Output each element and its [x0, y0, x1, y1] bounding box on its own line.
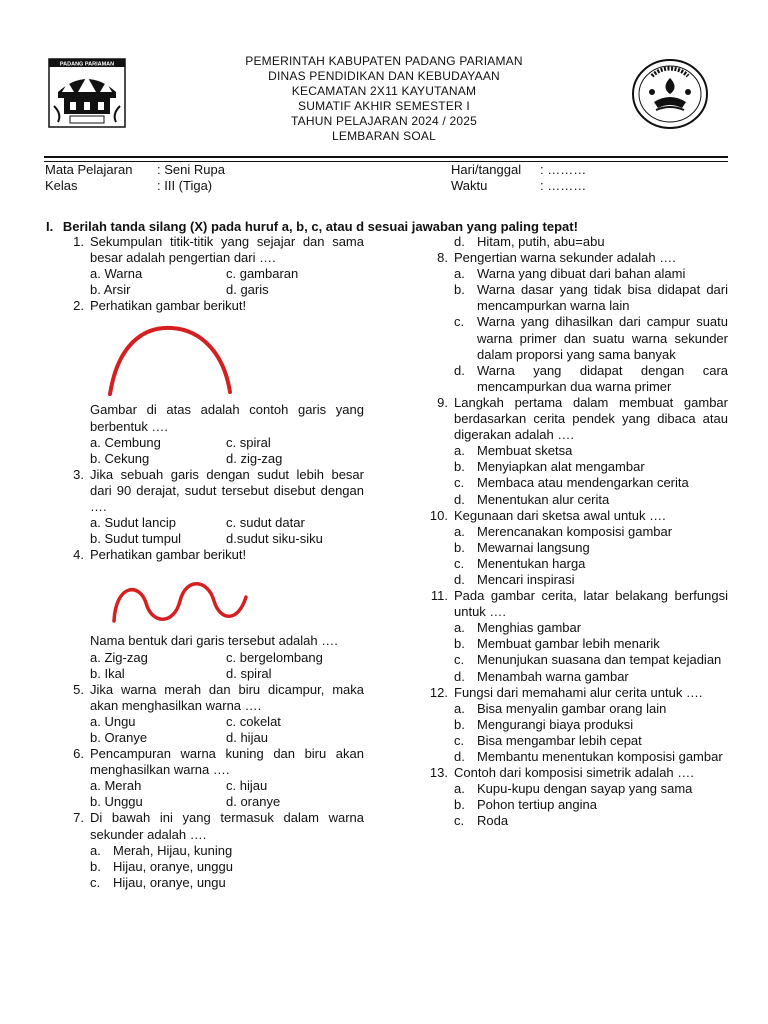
option-a: a. Warna — [90, 266, 143, 282]
option-c: c. Roda — [454, 813, 509, 829]
q-text: Pada gambar cerita, latar belakang berfungsi untuk …. — [454, 588, 728, 620]
left-column — [64, 234, 364, 891]
question-4 — [64, 547, 364, 563]
hari-label: Hari/tanggal — [451, 162, 522, 177]
q-number: 4. — [73, 547, 84, 563]
q-text: Di bawah ini yang termasuk dalam warna sekunder adalah …. — [90, 810, 364, 842]
option-a: a. Merah, Hijau, kuning — [90, 842, 233, 858]
q-number: 11. — [430, 588, 448, 604]
option-a: a. Menghias gambar — [454, 620, 582, 636]
q-number: 5. — [73, 681, 84, 697]
question-11 — [428, 588, 728, 620]
option-c: c. Menentukan harga — [454, 555, 586, 571]
option-a: a. Membuat sketsa — [454, 443, 573, 459]
question-5 — [64, 682, 364, 714]
option-a: a. Cembung — [90, 434, 161, 450]
q-number: 1. — [73, 234, 84, 249]
q-text: Langkah pertama dalam membuat gambar berdasarkan cerita pendek yang dibaca atau digerakan adalah …. — [454, 394, 728, 443]
question-12 — [428, 685, 728, 701]
header-line-1: PEMERINTAH KABUPATEN PADANG PARIAMAN — [245, 54, 523, 68]
header-line-2: DINAS PENDIDIKAN DAN KEBUDAYAAN — [268, 69, 500, 83]
option-b: b. Mengurangi biaya produksi — [454, 716, 634, 732]
option-c: c. bergelombang — [226, 649, 323, 665]
question-1 — [64, 234, 364, 266]
wavy-line-figure — [64, 563, 364, 633]
option-c: c. Menunjukan suasana dan tempat kejadian — [454, 652, 722, 668]
option-c: c. Hijau, oranye, ungu — [90, 874, 226, 890]
option-a: a. Kupu-kupu dengan sayap yang sama — [454, 781, 693, 797]
option-c: c. spiral — [226, 434, 271, 450]
instruction — [46, 219, 578, 234]
option-d: d. Mencari inspirasi — [454, 571, 575, 587]
option-d: d. hijau — [226, 729, 268, 745]
question-6 — [64, 746, 364, 778]
convex-line-figure — [64, 314, 364, 402]
option-d: d. zig-zag — [226, 450, 283, 466]
q-text: Pengertian warna sekunder adalah …. — [454, 250, 676, 266]
q-number: 12. — [429, 684, 448, 700]
waktu-label: Waktu — [451, 178, 488, 193]
header-line-5: TAHUN PELAJARAN 2024 / 2025 — [291, 114, 477, 128]
q-number: 8. — [437, 250, 448, 266]
option-d: d. oranye — [226, 794, 281, 810]
instruction-text: Berilah tanda silang (X) pada huruf a, b, c, atau d sesuai jawaban yang paling tepat! — [62, 219, 578, 234]
option-d: d. Warna yang didapat dengan cara mencampurkan dua warna primer — [454, 362, 728, 394]
option-b: b. Oranye — [90, 729, 148, 745]
q-number: 6. — [73, 746, 84, 762]
option-b: b. Ikal — [90, 665, 125, 681]
option-c: c. sudut datar — [226, 515, 305, 531]
option-a: a. Zig-zag — [90, 649, 148, 665]
q-text: Perhatikan gambar berikut! — [90, 298, 247, 314]
option-a: a. Ungu — [90, 713, 136, 729]
mapel-label: Mata Pelajaran — [45, 162, 133, 177]
option-b: b. Unggu — [90, 794, 143, 810]
question-2 — [64, 298, 364, 314]
mapel-value: : Seni Rupa — [157, 162, 225, 177]
instruction-number: I. — [46, 219, 54, 234]
q-text: Gambar di atas adalah contoh garis yang berbentuk …. — [90, 402, 364, 434]
option-d: d. Menentukan alur cerita — [454, 491, 610, 507]
q-text: Nama bentuk dari garis tersebut adalah …. — [90, 633, 338, 649]
option-c: c. Membaca atau mendengarkan cerita — [454, 475, 689, 491]
letterhead — [0, 54, 768, 144]
q-text: Pencampuran warna kuning dan biru akan menghasilkan warna …. — [90, 746, 364, 778]
q-text: Jika warna merah dan biru dicampur, maka akan menghasilkan warna …. — [90, 681, 364, 713]
q-text: Kegunaan dari sketsa awal untuk …. — [454, 507, 666, 523]
header-line-4: SUMATIF AKHIR SEMESTER I — [298, 99, 470, 113]
q-number: 7. — [73, 810, 84, 826]
q-text: Fungsi dari memahami alur cerita untuk …. — [454, 684, 703, 700]
option-b: b. Membuat gambar lebih menarik — [454, 636, 660, 652]
option-a: a. Warna yang dibuat dari bahan alami — [454, 266, 686, 282]
option-a: a. Merencanakan komposisi gambar — [454, 523, 673, 539]
option-b: b. Pohon tertiup angina — [454, 797, 597, 813]
q-number: 13. — [429, 765, 448, 781]
q-number: 2. — [73, 298, 84, 314]
q-text: Jika sebuah garis dengan sudut lebih besar dari 90 derajat, sudut tersebut disebut dengan …. — [90, 466, 364, 515]
option-d: d. Hitam, putih, abu=abu — [454, 234, 605, 249]
question-7 — [64, 810, 364, 842]
question-9 — [428, 395, 728, 443]
question-4-text — [64, 633, 364, 649]
hari-value: : ……… — [540, 162, 587, 177]
option-c: c. Bisa mengambar lebih cepat — [454, 732, 642, 748]
option-b: b. Mewarnai langsung — [454, 539, 590, 555]
option-a: a. Merah — [90, 778, 142, 794]
header-line-6: LEMBARAN SOAL — [332, 129, 436, 143]
header-rule-thin — [44, 161, 728, 162]
option-b: b. Cekung — [90, 450, 150, 466]
option-d: d. garis — [226, 282, 269, 298]
question-2-text — [64, 402, 364, 434]
kelas-value: : III (Tiga) — [157, 178, 213, 193]
option-a: a. Bisa menyalin gambar orang lain — [454, 700, 667, 716]
header-rule-thick — [44, 156, 728, 158]
option-c: c. hijau — [226, 778, 268, 794]
q-number: 3. — [73, 466, 84, 482]
question-8 — [428, 250, 728, 266]
option-d: d. spiral — [226, 665, 272, 681]
q-text: Sekumpulan titik-titik yang sejajar dan sama besar adalah pengertian dari …. — [90, 234, 364, 266]
option-a: a. Sudut lancip — [90, 515, 177, 531]
option-b: b. Warna dasar yang tidak bisa didapat dari mencampurkan warna lain — [454, 282, 728, 314]
option-d: d. Menambah warna gambar — [454, 668, 629, 684]
q-number: 9. — [437, 394, 448, 410]
question-3 — [64, 467, 364, 515]
question-10 — [428, 508, 728, 524]
question-13 — [428, 765, 728, 781]
waktu-value: : ……… — [540, 178, 587, 193]
option-b: b. Menyiapkan alat mengambar — [454, 459, 645, 475]
option-b: b. Arsir — [90, 282, 131, 298]
header-line-3: KECAMATAN 2X11 KAYUTANAM — [291, 84, 477, 98]
q-number: 10. — [429, 507, 448, 523]
option-c: c. gambaran — [226, 266, 299, 282]
right-column — [428, 234, 728, 829]
kelas-label: Kelas — [45, 178, 78, 193]
option-c: c. cokelat — [226, 713, 281, 729]
q-text: Perhatikan gambar berikut! — [90, 547, 247, 563]
option-d: d. Membantu menentukan komposisi gambar — [454, 749, 723, 764]
q-text: Contoh dari komposisi simetrik adalah …. — [454, 765, 694, 781]
option-b: b. Sudut tumpul — [90, 531, 182, 547]
option-c: c. Warna yang dihasilkan dari campur suatu warna primer dan suatu warna sekunder dalam proporsi yang sama banyak — [454, 314, 728, 362]
left-logo-text: PADANG PARIAMAN — [59, 61, 115, 68]
option-d: d.sudut siku-siku — [226, 531, 323, 547]
option-b: b. Hijau, oranye, unggu — [90, 858, 233, 874]
